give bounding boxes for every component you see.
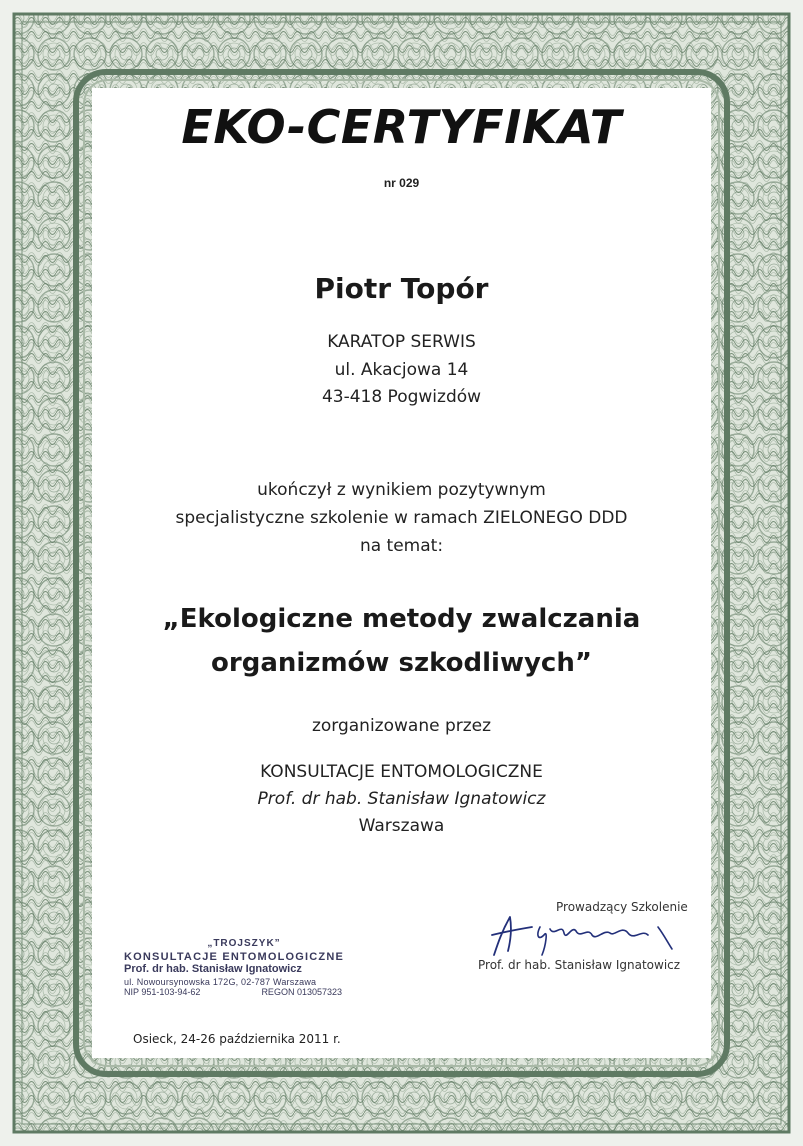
stamp-ids — [124, 987, 342, 997]
stamp-line-3: Prof. dr hab. Stanisław Ignatowicz — [124, 963, 302, 975]
organizer-person: Prof. dr hab. Stanisław Ignatowicz — [257, 789, 546, 809]
organization-stamp — [124, 938, 364, 997]
certificate-title: EKO-CERTYFIKAT — [181, 100, 622, 154]
stamp-nip: NIP 951-103-94-62 — [124, 987, 201, 997]
organizer-name: KONSULTACJE ENTOMOLOGICZNE — [260, 762, 543, 782]
recipient-name: Piotr Topór — [314, 272, 489, 305]
completion-statement: ukończył z wynikiem pozytywnym — [257, 480, 546, 500]
training-description: specjalistyczne szkolenie w ramach ZIELONEGO DDD — [175, 508, 628, 528]
stamp-regon: REGON 013057323 — [261, 987, 342, 997]
recipient-company: KARATOP SERWIS — [327, 332, 476, 352]
organized-by-label: zorganizowane przez — [311, 716, 492, 736]
stamp-line-1: „TROJSZYK” — [207, 938, 281, 949]
organizer-city: Warszawa — [358, 816, 445, 836]
topic-line-1: „Ekologiczne metody zwalczania — [162, 604, 641, 634]
certificate-number: nr 029 — [383, 176, 420, 190]
signature-label: Prowadzący Szkolenie — [556, 900, 688, 914]
trainer-name: Prof. dr hab. Stanisław Ignatowicz — [478, 958, 681, 972]
topic-line-2: organizmów szkodliwych” — [211, 648, 592, 678]
place-and-date: Osieck, 24-26 października 2011 r. — [133, 1032, 341, 1046]
handwritten-signature — [488, 905, 688, 963]
stamp-line-2: KONSULTACJE ENTOMOLOGICZNE — [124, 951, 345, 963]
stamp-address: ul. Nowoursynowska 172G, 02-787 Warszawa — [124, 977, 317, 987]
topic-intro: na temat: — [359, 536, 444, 556]
recipient-street: ul. Akacjowa 14 — [334, 360, 469, 380]
recipient-city: 43-418 Pogwizdów — [321, 387, 482, 407]
